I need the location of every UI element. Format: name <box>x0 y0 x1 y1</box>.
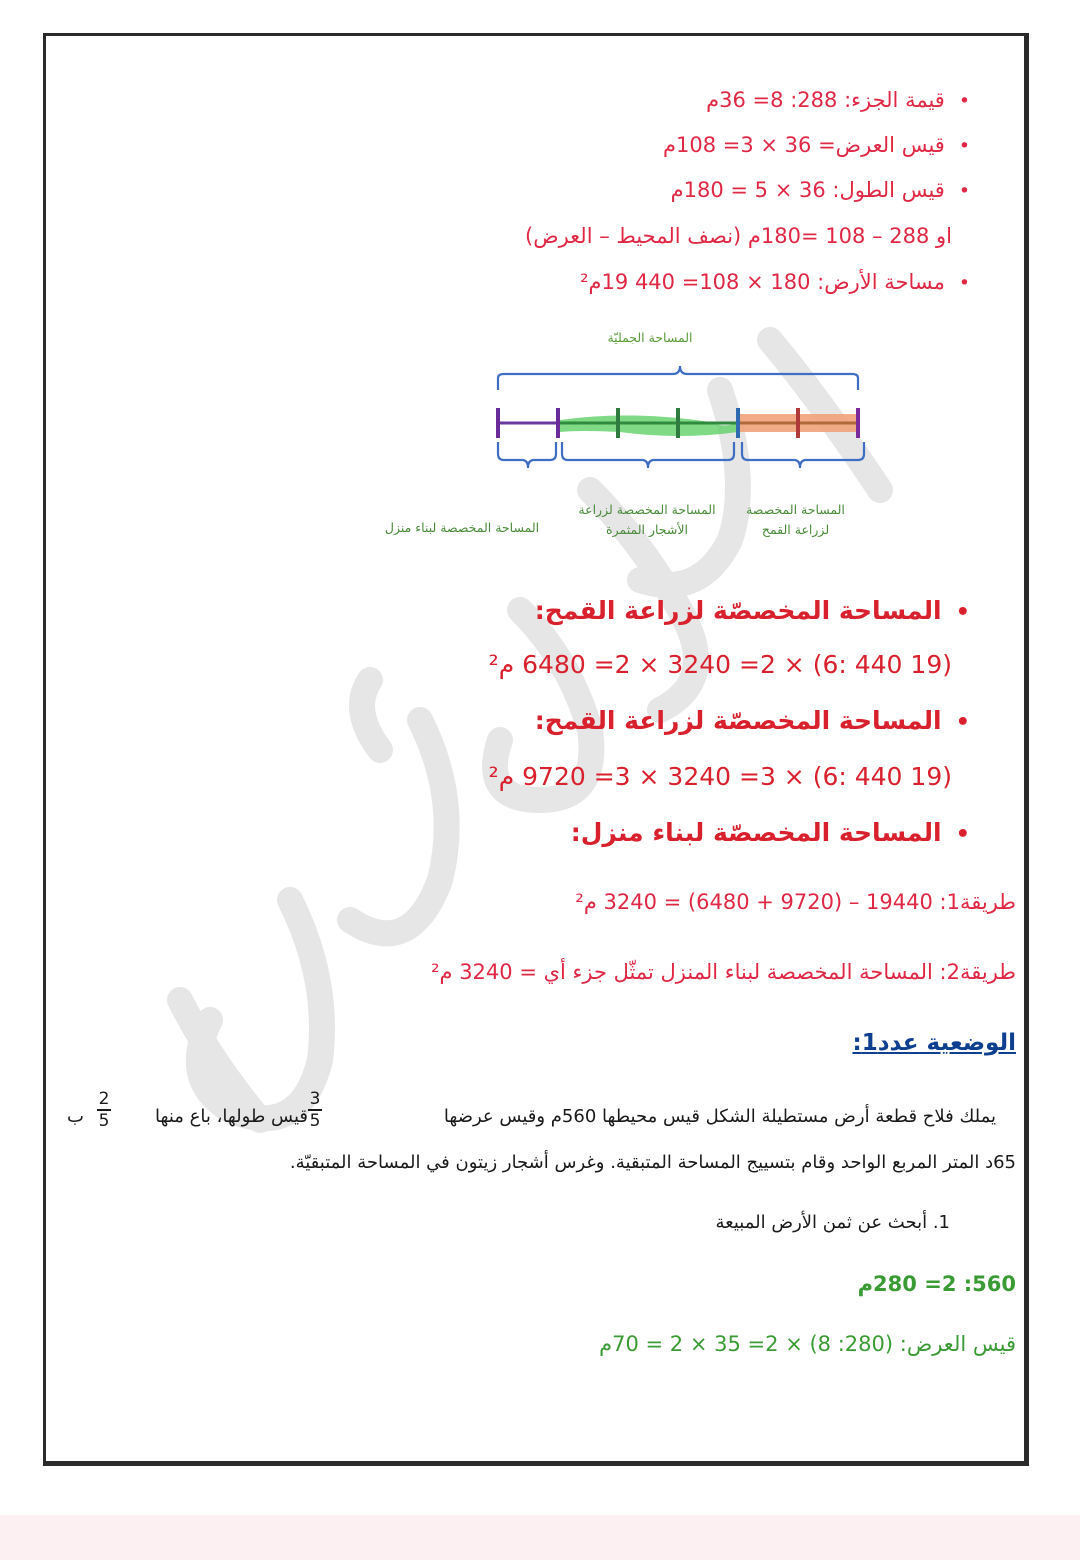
trees-section-heading: • المساحة المخصصّة لزراعة القمح: <box>535 706 970 735</box>
width-line: • قيس العرض= 36 × 3= 108م <box>663 133 970 157</box>
question-1: 1. أبحث عن ثمن الأرض المبيعة <box>715 1212 950 1233</box>
area-line: • مساحة الأرض: 180 × 108= 440 19م² <box>580 270 970 294</box>
fraction-two-fifths <box>97 1090 111 1130</box>
total-brace <box>498 366 858 390</box>
problem-text-1c: ب <box>67 1106 84 1127</box>
trees-highlight <box>560 415 738 436</box>
house-section-heading: • المساحة المخصصّة لبناء منزل: <box>571 818 970 847</box>
answer-line-1: 560: 2= 280م <box>857 1272 1016 1296</box>
house-brace <box>498 442 556 468</box>
problem-text-1b: قيس طولها، باع منها <box>155 1106 308 1127</box>
fraction-denominator: 5 <box>309 1110 321 1131</box>
fraction-denominator: 5 <box>98 1110 110 1131</box>
problem-text-2: 65د المتر المربع الواحد وقام بتسييج المساحة المتبقية. وغرس أشجار زيتون في المساحة المتبقيّة. <box>289 1152 1016 1173</box>
wheat-section-calc: (19 440 :6) × 2= 3240 × 2= 6480 م² <box>488 650 952 679</box>
bar-diagram <box>480 350 880 480</box>
problem-text-1a: يملك فلاح قطعة أرض مستطيلة الشكل قيس محيطها 560م وقيس عرضها <box>443 1106 996 1127</box>
wheat-section-heading: • المساحة المخصصّة لزراعة القمح: <box>535 596 970 625</box>
house-area-label: المساحة المخصصة لبناء منزل <box>384 520 540 535</box>
situation-title: الوضعية عدد1: <box>852 1030 1016 1056</box>
method-2: طريقة2: المساحة المخصصة لبناء المنزل تمثّل جزء أي = 3240 م² <box>431 960 1016 984</box>
fraction-numerator: 2 <box>98 1089 110 1109</box>
length-alt-line: او 288 – 108 =180م (نصف المحيط – العرض) <box>525 224 952 248</box>
fraction-three-fifths <box>308 1090 322 1130</box>
fraction-numerator: 3 <box>309 1089 321 1109</box>
method-1: طريقة1: 19440 – (9720 + 6480) = 3240 م² <box>575 890 1016 914</box>
length-line: • قيس الطول: 36 × 5 = 180م <box>671 178 970 202</box>
page-bottom-band <box>0 1515 1080 1560</box>
trees-brace <box>562 442 734 468</box>
trees-area-label: المساحة المخصصة لزراعة الأشجار المثمرة <box>578 502 716 537</box>
wheat-area-label: المساحة المخصصة لزراعة القمح <box>746 502 845 537</box>
trees-section-calc: (19 440 :6) × 3= 3240 × 3= 9720 م² <box>488 762 952 791</box>
answer-line-2: قيس العرض: (280: 8) × 2= 35 × 2 = 70م <box>599 1332 1016 1356</box>
total-area-label: المساحة الجمليّة <box>607 330 693 345</box>
wheat-brace <box>742 442 864 468</box>
part-value-line: • قيمة الجزء: 288: 8= 36م <box>706 88 970 112</box>
